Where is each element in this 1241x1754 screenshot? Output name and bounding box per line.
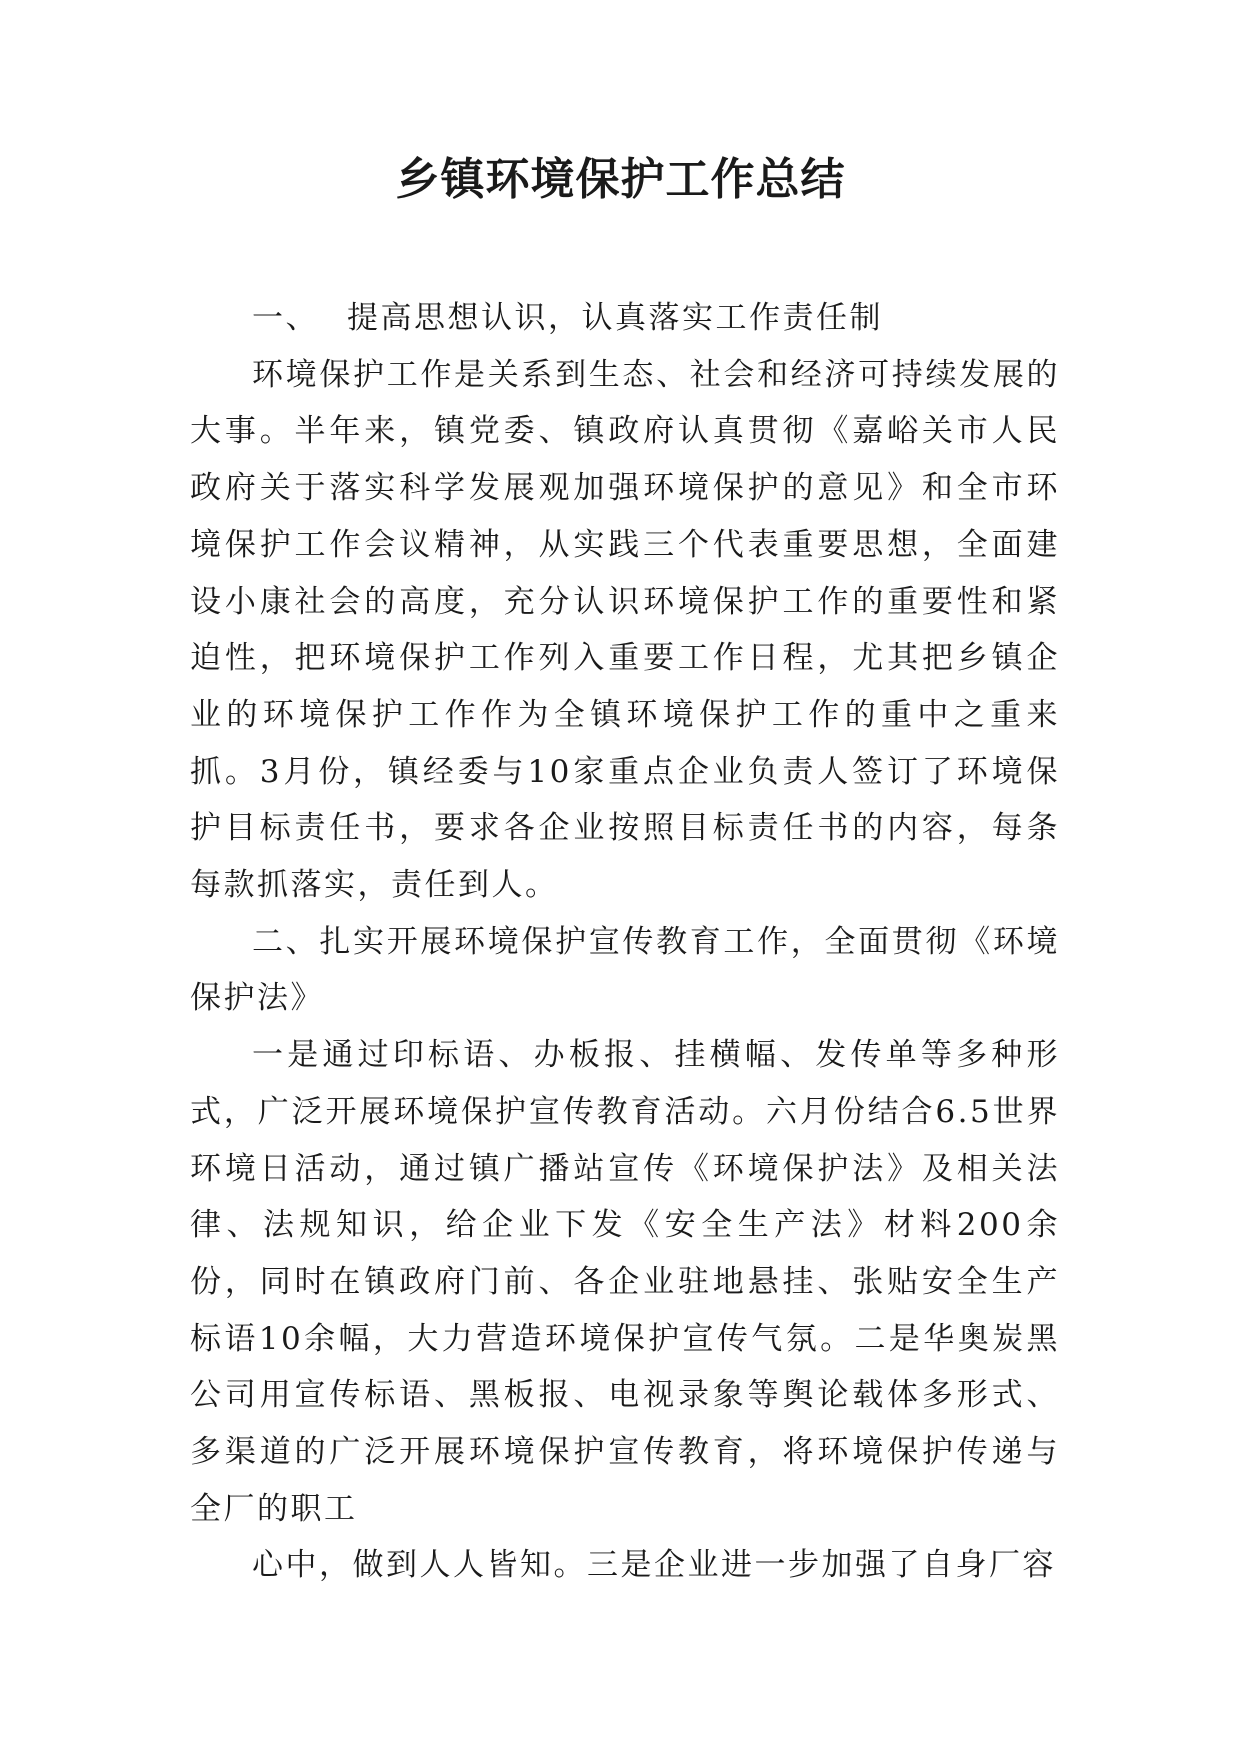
section-1-number: 一、 — [252, 300, 319, 336]
section-1-paragraph: 环境保护工作是关系到生态、社会和经济可持续发展的大事。半年来，镇党委、镇政府认真贯彻《嘉峪关市人民政府关于落实科学发展观加强环境保护的意见》和全市环境保护工作会议精神，从实践三个代表重要思想，全面建设小康社会的高度，充分认识环境保护工作的重要性和紧迫性，把环境保护工作列入重要工作日程，尤其把乡镇企业的环境保护工作作为全镇环境保护工作的重中之重来抓。3月份，镇经委与10家重点企业负责人签订了环境保护目标责任书，要求各企业按照目标责任书的内容，每条每款抓落实，责任到人。 — [190, 356, 1060, 904]
section-2-continuation: 心中，做到人人皆知。三是企业进一步加强了自身厂容 — [252, 1547, 1056, 1584]
document-title: 乡镇环境保护工作总结 — [395, 154, 846, 205]
document-body — [190, 290, 1060, 1594]
section-2-heading: 二、扎实开展环境保护宣传教育工作，全面贯彻《环境保护法》 — [190, 923, 1060, 1017]
section-2-paragraph: 一是通过印标语、办板报、挂横幅、发传单等多种形式，广泛开展环境保护宣传教育活动。六月份结合6.5世界环境日活动，通过镇广播站宣传《环境保护法》及相关法律、法规知识，给企业下发《安全生产法》材料200余份，同时在镇政府门前、各企业驻地悬挂、张贴安全生产标语10余幅，大力营造环境保护宣传气氛。二是华奥炭黑公司用宣传标语、黑板报、电视录象等舆论载体多形式、多渠道的广泛开展环境保护宣传教育，将环境保护传递与全厂的职工 — [190, 1037, 1060, 1527]
section-1-heading — [190, 290, 1060, 347]
section-1-heading-text: 提高思想认识，认真落实工作责任制 — [347, 300, 883, 336]
